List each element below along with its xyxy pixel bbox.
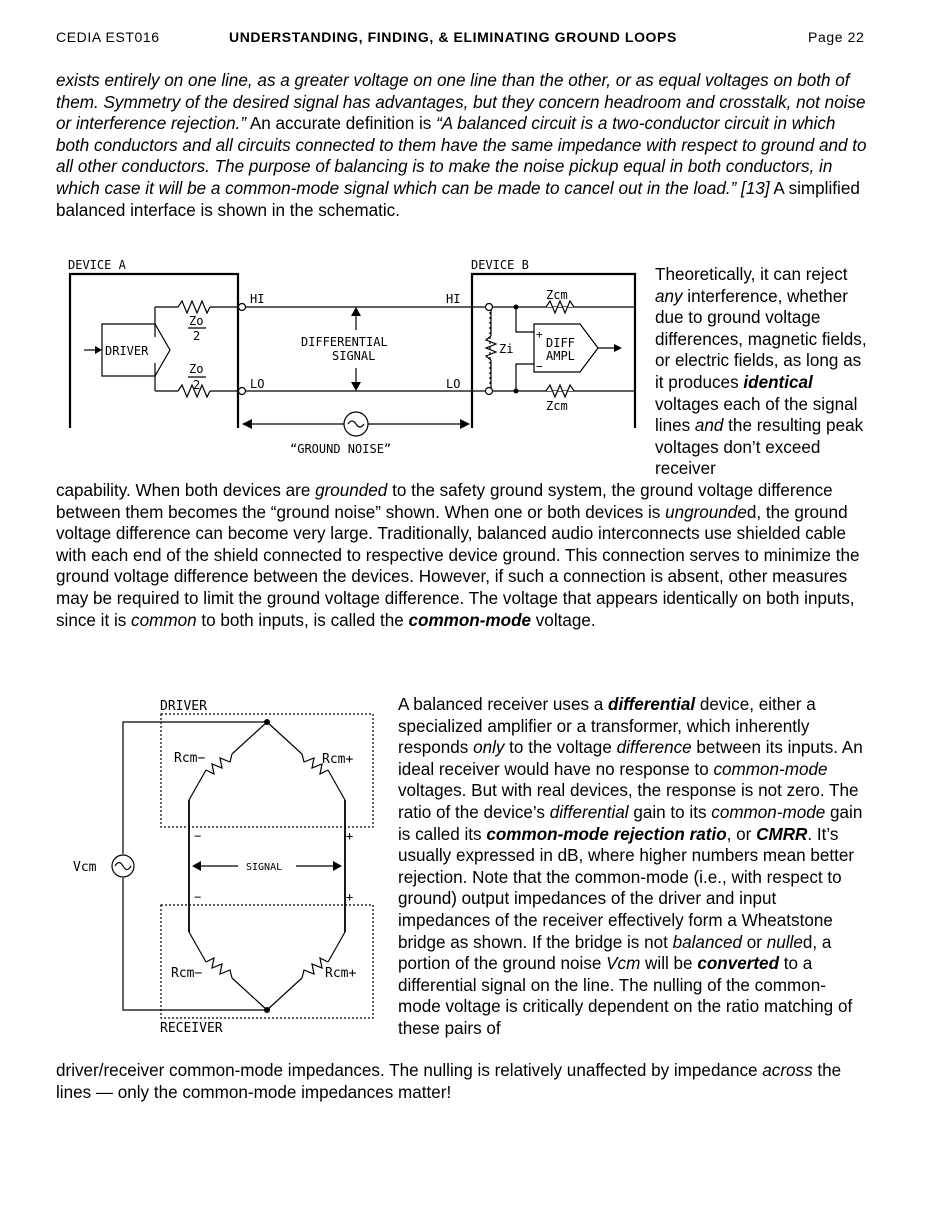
amp-plus-sign: + (536, 328, 543, 341)
top-left-minus: − (194, 829, 202, 843)
rcm-plus-top-label: Rcm+ (322, 752, 354, 767)
rcm-minus-bottom-label: Rcm− (171, 966, 203, 981)
hi-label-a: HI (250, 292, 265, 306)
paragraph-cmrr: A balanced receiver uses a differential device, either a specialized amplifier or a transformer, which inherently responds only to the voltage difference between its inputs. An ideal receiver would have no response to common-mode voltages. But with real devices, the response is not zero. The ratio of the device’s differential gain to its common-mode gain is called its common-mode rejection ratio, or CMRR. It’s usually expressed in dB, where higher numbers mean better rejection. Note that the common-mode (i.e., with respect to ground) output impedances of the driver and input impedances of the receiver effectively form a Wheatstone bridge as shown. If the bridge is not balanced or nulled, a portion of the ground noise Vcm will be converted to a differential signal on the line. The nulling of the common-mode voltage is critically dependent on the ratio matching of these pairs of (398, 695, 863, 1038)
device-a-label: DEVICE A (68, 258, 126, 272)
wheatstone-bridge-diagram (70, 692, 390, 1042)
paragraph-nulling: driver/receiver common-mode impedances. The nulling is relatively unaffected by impedance across the lines — only the common-mode impedances matter! (56, 1061, 842, 1102)
vcm-label: Vcm (73, 860, 97, 875)
header-page-number: Page 22 (808, 29, 865, 45)
lo-label-a: LO (250, 377, 265, 391)
driver-label: DRIVER (105, 344, 149, 358)
ampl-label: AMPL (546, 349, 575, 363)
driver-box-label: DRIVER (160, 699, 207, 714)
zi-label: Zi (499, 342, 514, 356)
paragraph-interference-rejection: Theoretically, it can reject any interference, whether due to ground voltage differences, magnetic fields, or electric fields, as long as it produces identical voltages each of the signal lines and the resulting peak voltages don’t exceed receiver (655, 265, 867, 479)
zo-top-denominator: 2 (193, 329, 201, 343)
top-right-plus: + (346, 829, 354, 843)
paragraph-balanced-definition: exists entirely on one line, as a greater voltage on one line than the other, or as equal voltages on both of them. Symmetry of the desired signal has advantages, but they concern headroom and crosstalk, not noise or interference rejection.” An accurate definition is “A balanced circuit is a two-conductor circuit in which both conductors and all circuits connected to them have the same impedance with respect to ground and to all other conductors. The purpose of balancing is to make the noise pickup equal in both conductors, in which case it will be a common-mode signal which can be made to cancel out in the load.” [13] A simplified balanced interface is shown in the schematic. (56, 71, 867, 220)
signal-label: SIGNAL (332, 349, 376, 363)
diff-label: DIFF (546, 336, 575, 350)
balanced-interface-schematic (60, 252, 645, 462)
ground-noise-label: “GROUND NOISE” (290, 442, 392, 456)
bottom-right-plus: + (346, 890, 354, 904)
amp-minus-sign: − (536, 360, 543, 373)
header-doc-id: CEDIA EST016 (56, 29, 160, 45)
paragraph-ground-voltage: capability. When both devices are grounded to the safety ground system, the ground voltage difference between them becomes the “ground noise” shown. When one or both devices is ungrounded, the ground voltage difference can become very large. Traditionally, balanced audio interconnects use shielded cable with each end of the shield connected to respective device ground. This connection serves to minimize the ground voltage difference between the devices. However, if such a connection is absent, other measures may be required to limit the ground voltage difference. The voltage that appears identically on both inputs, since it is common to both inputs, is called the common-mode voltage. (56, 481, 860, 630)
lo-label-b: LO (446, 377, 461, 391)
rcm-plus-bottom-label: Rcm+ (325, 966, 357, 981)
zcm-top-label: Zcm (546, 288, 568, 302)
zcm-bottom-label: Zcm (546, 399, 568, 413)
header-title: UNDERSTANDING, FINDING, & ELIMINATING GROUND LOOPS (229, 29, 677, 45)
rcm-minus-top-label: Rcm− (174, 751, 206, 766)
device-b-label: DEVICE B (471, 258, 529, 272)
hi-label-b: HI (446, 292, 461, 306)
bottom-left-minus: − (194, 890, 202, 904)
zo-bottom-numerator: Zo (189, 362, 204, 376)
zo-bottom-denominator: 2 (193, 378, 201, 392)
receiver-box-label: RECEIVER (160, 1021, 223, 1036)
signal-label: SIGNAL (246, 862, 283, 873)
differential-label: DIFFERENTIAL (301, 335, 388, 349)
zo-top-numerator: Zo (189, 314, 204, 328)
